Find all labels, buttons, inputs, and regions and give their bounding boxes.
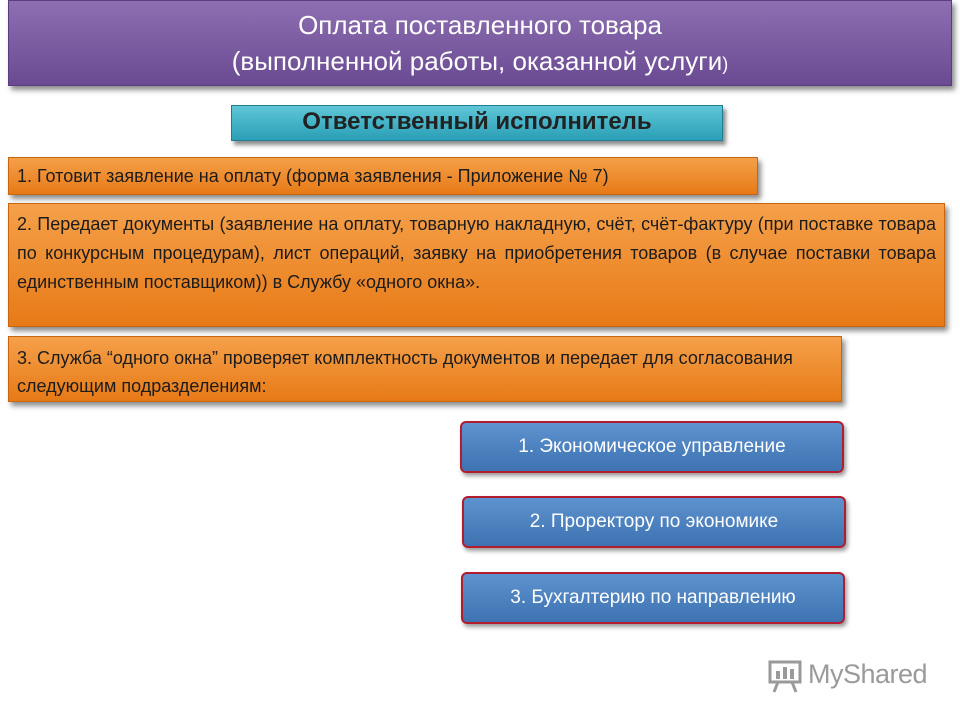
step-1-box: 1. Готовит заявление на оплату (форма заявления - Приложение № 7): [8, 157, 758, 195]
title-line-1: Оплата поставленного товара: [298, 10, 662, 40]
watermark-text: MyShared: [808, 659, 928, 689]
title-line-2: (выполненной работы, оказанной услуги): [231, 46, 729, 76]
step-2-box: 2. Передает документы (заявление на оплату, товарную накладную, счёт, счёт-фактуру (при поставке товара по конкурсным процедурам), лист операций, заявку на приобретения товаров (в случае поставки товара единственным поставщиком)) в Службу «одного окна».: [8, 203, 945, 327]
department-accounting: 3. Бухгалтерию по направлению: [461, 572, 845, 624]
myshared-watermark: [768, 657, 938, 697]
step-3-box: 3. Служба “одного окна” проверяет комплектность документов и передает для согласования следующим подразделениям:: [8, 336, 842, 402]
department-economic-management: 1. Экономическое управление: [460, 421, 844, 473]
responsible-header: Ответственный исполнитель: [231, 105, 723, 141]
department-vice-rector-economics: 2. Проректору по экономике: [462, 496, 846, 548]
slide-title: [8, 0, 952, 86]
presentation-board-icon: [768, 659, 804, 693]
